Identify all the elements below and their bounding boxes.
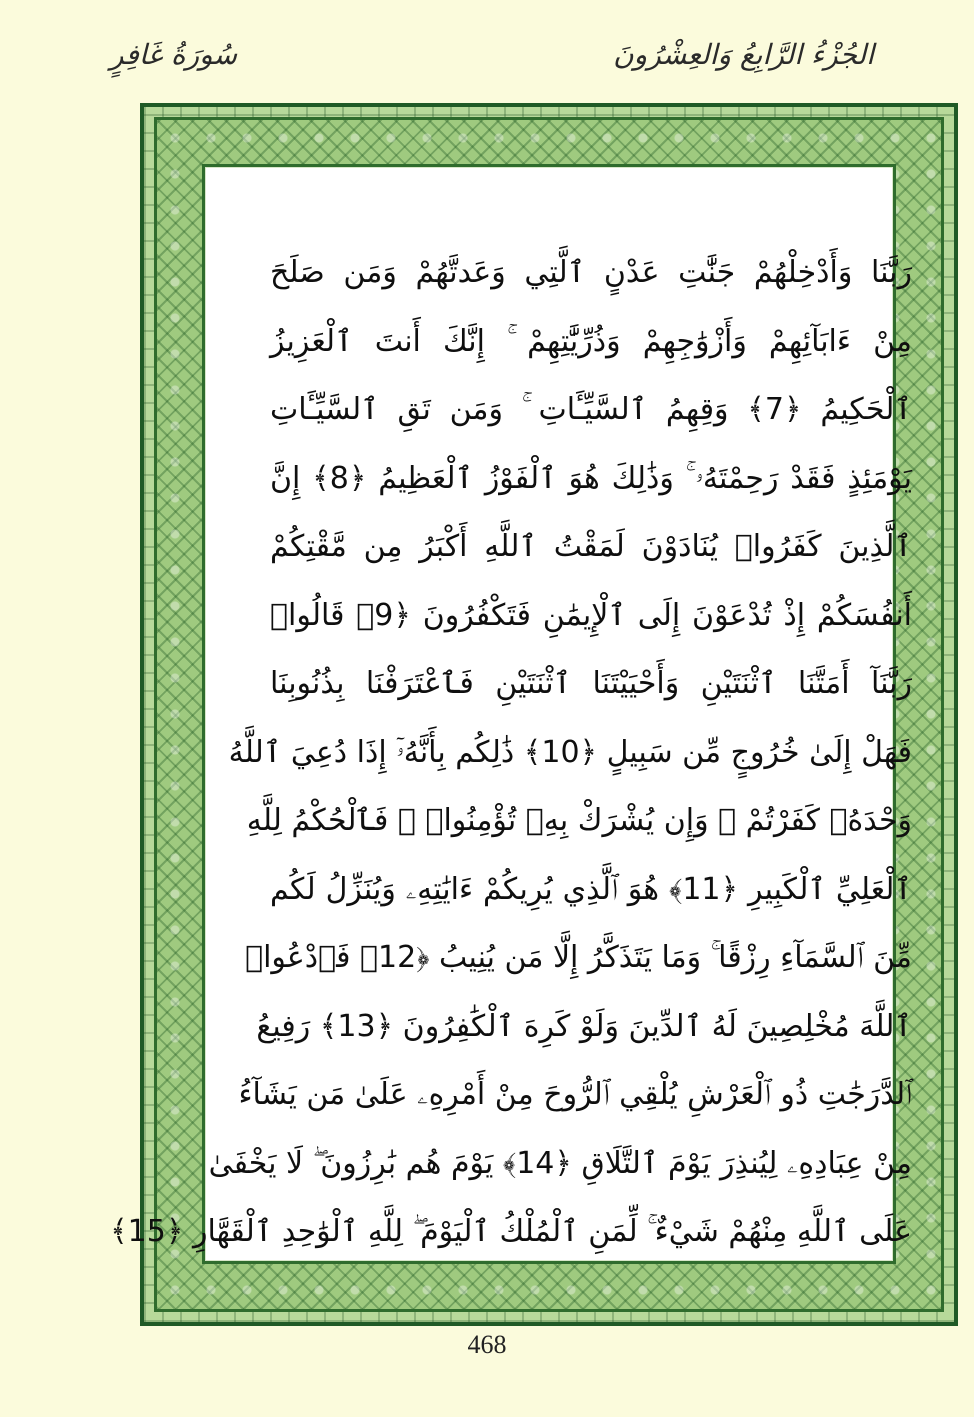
page-number: 468 bbox=[467, 1330, 507, 1359]
juz-label: الجُزْءُ الرَّابِعُ وَالعِشْرُونَ bbox=[613, 38, 874, 71]
verse-line: رَبَّنَا وَأَدْخِلْهُمْ جَنَّٰتِ عَدْنٍ ٱلَّتِي وَعَدتَّهُمْ وَمَن صَلَحَ bbox=[270, 255, 912, 290]
verse-line: ٱلدَّرَجَٰتِ ذُو ٱلْعَرْشِ يُلْقِي ٱلرُّوحَ مِنْ أَمْرِهِۦ عَلَىٰ مَن يَشَآءُ bbox=[238, 1077, 912, 1112]
verse-line: يَوْمَئِذٍ فَقَدْ رَحِمْتَهُۥ ۚ وَذَٰلِكَ هُوَ ٱلْفَوْزُ ٱلْعَظِيمُ ﴿8﴾ إِنَّ bbox=[270, 460, 912, 496]
verse-line: ٱلَّذِينَ كَفَرُوا۟ يُنَادَوْنَ لَمَقْتُ ٱللَّهِ أَكْبَرُ مِن مَّقْتِكُمْ bbox=[270, 529, 912, 564]
page-header bbox=[110, 38, 874, 92]
verse-line: وَحْدَهُۥ كَفَرْتُمْ ۖ وَإِن يُشْرَكْ بِهِۦ تُؤْمِنُوا۟ ۚ فَٱلْحُكْمُ لِلَّهِ bbox=[246, 803, 912, 838]
verse-line: عَلَى ٱللَّهِ مِنْهُمْ شَيْءٌ ۚ لِّمَنِ ٱلْمُلْكُ ٱلْيَوْمَ ۖ لِلَّهِ ٱلْوَٰحِدِ ٱلْقَهَّارِ ﴿15﴾ bbox=[110, 1214, 912, 1249]
verse-lines bbox=[110, 239, 913, 1267]
verse-line: ٱلْحَكِيمُ ﴿7﴾ وَقِهِمُ ٱلسَّيِّـَٔاتِ ۚ وَمَن تَقِ ٱلسَّيِّـَٔاتِ bbox=[270, 392, 912, 427]
verse-line: رَبَّنَآ أَمَتَّنَا ٱثْنَتَيْنِ وَأَحْيَيْتَنَا ٱثْنَتَيْنِ فَٱعْتَرَفْنَا بِذُنُوبِنَا bbox=[270, 666, 912, 701]
decorative-frame bbox=[110, 103, 958, 1326]
verse-line: ٱللَّهَ مُخْلِصِينَ لَهُ ٱلدِّينَ وَلَوْ كَرِهَ ٱلْكَٰفِرُونَ ﴿13﴾ رَفِيعُ bbox=[256, 1008, 912, 1044]
verse-line: فَهَلْ إِلَىٰ خُرُوجٍ مِّن سَبِيلٍ ﴿10﴾ ذَٰلِكُم بِأَنَّهُۥٓ إِذَا دُعِيَ ٱللَّهُ bbox=[228, 734, 912, 770]
text-panel bbox=[110, 164, 913, 1264]
verse-line: ٱلْعَلِيِّ ٱلْكَبِيرِ ﴿11﴾ هُوَ ٱلَّذِي يُرِيكُمْ ءَايَٰتِهِۦ وَيُنَزِّلُ لَكُم bbox=[270, 871, 912, 907]
verse-line: أَنفُسَكُمْ إِذْ تُدْعَوْنَ إِلَى ٱلْإِيمَٰنِ فَتَكْفُرُونَ ﴿9﴾ قَالُوا۟ bbox=[270, 597, 913, 633]
verse-line: مِنْ عِبَادِهِۦ لِيُنذِرَ يَوْمَ ٱلتَّلَاقِ ﴿14﴾ يَوْمَ هُم بَٰرِزُونَ ۖ لَا يَخْفَىٰ bbox=[208, 1145, 912, 1181]
verse-line: مِنْ ءَابَآئِهِمْ وَأَزْوَٰجِهِمْ وَذُرِّيَّٰتِهِمْ ۚ إِنَّكَ أَنتَ ٱلْعَزِيزُ bbox=[270, 323, 912, 359]
surah-name: سُورَةُ غَافِرٍ bbox=[110, 38, 238, 71]
verse-line: مِّنَ ٱلسَّمَآءِ رِزْقًا ۚ وَمَا يَتَذَكَّرُ إِلَّا مَن يُنِيبُ ﴿12﴾ فَٱدْعُوا۟ bbox=[245, 940, 912, 975]
